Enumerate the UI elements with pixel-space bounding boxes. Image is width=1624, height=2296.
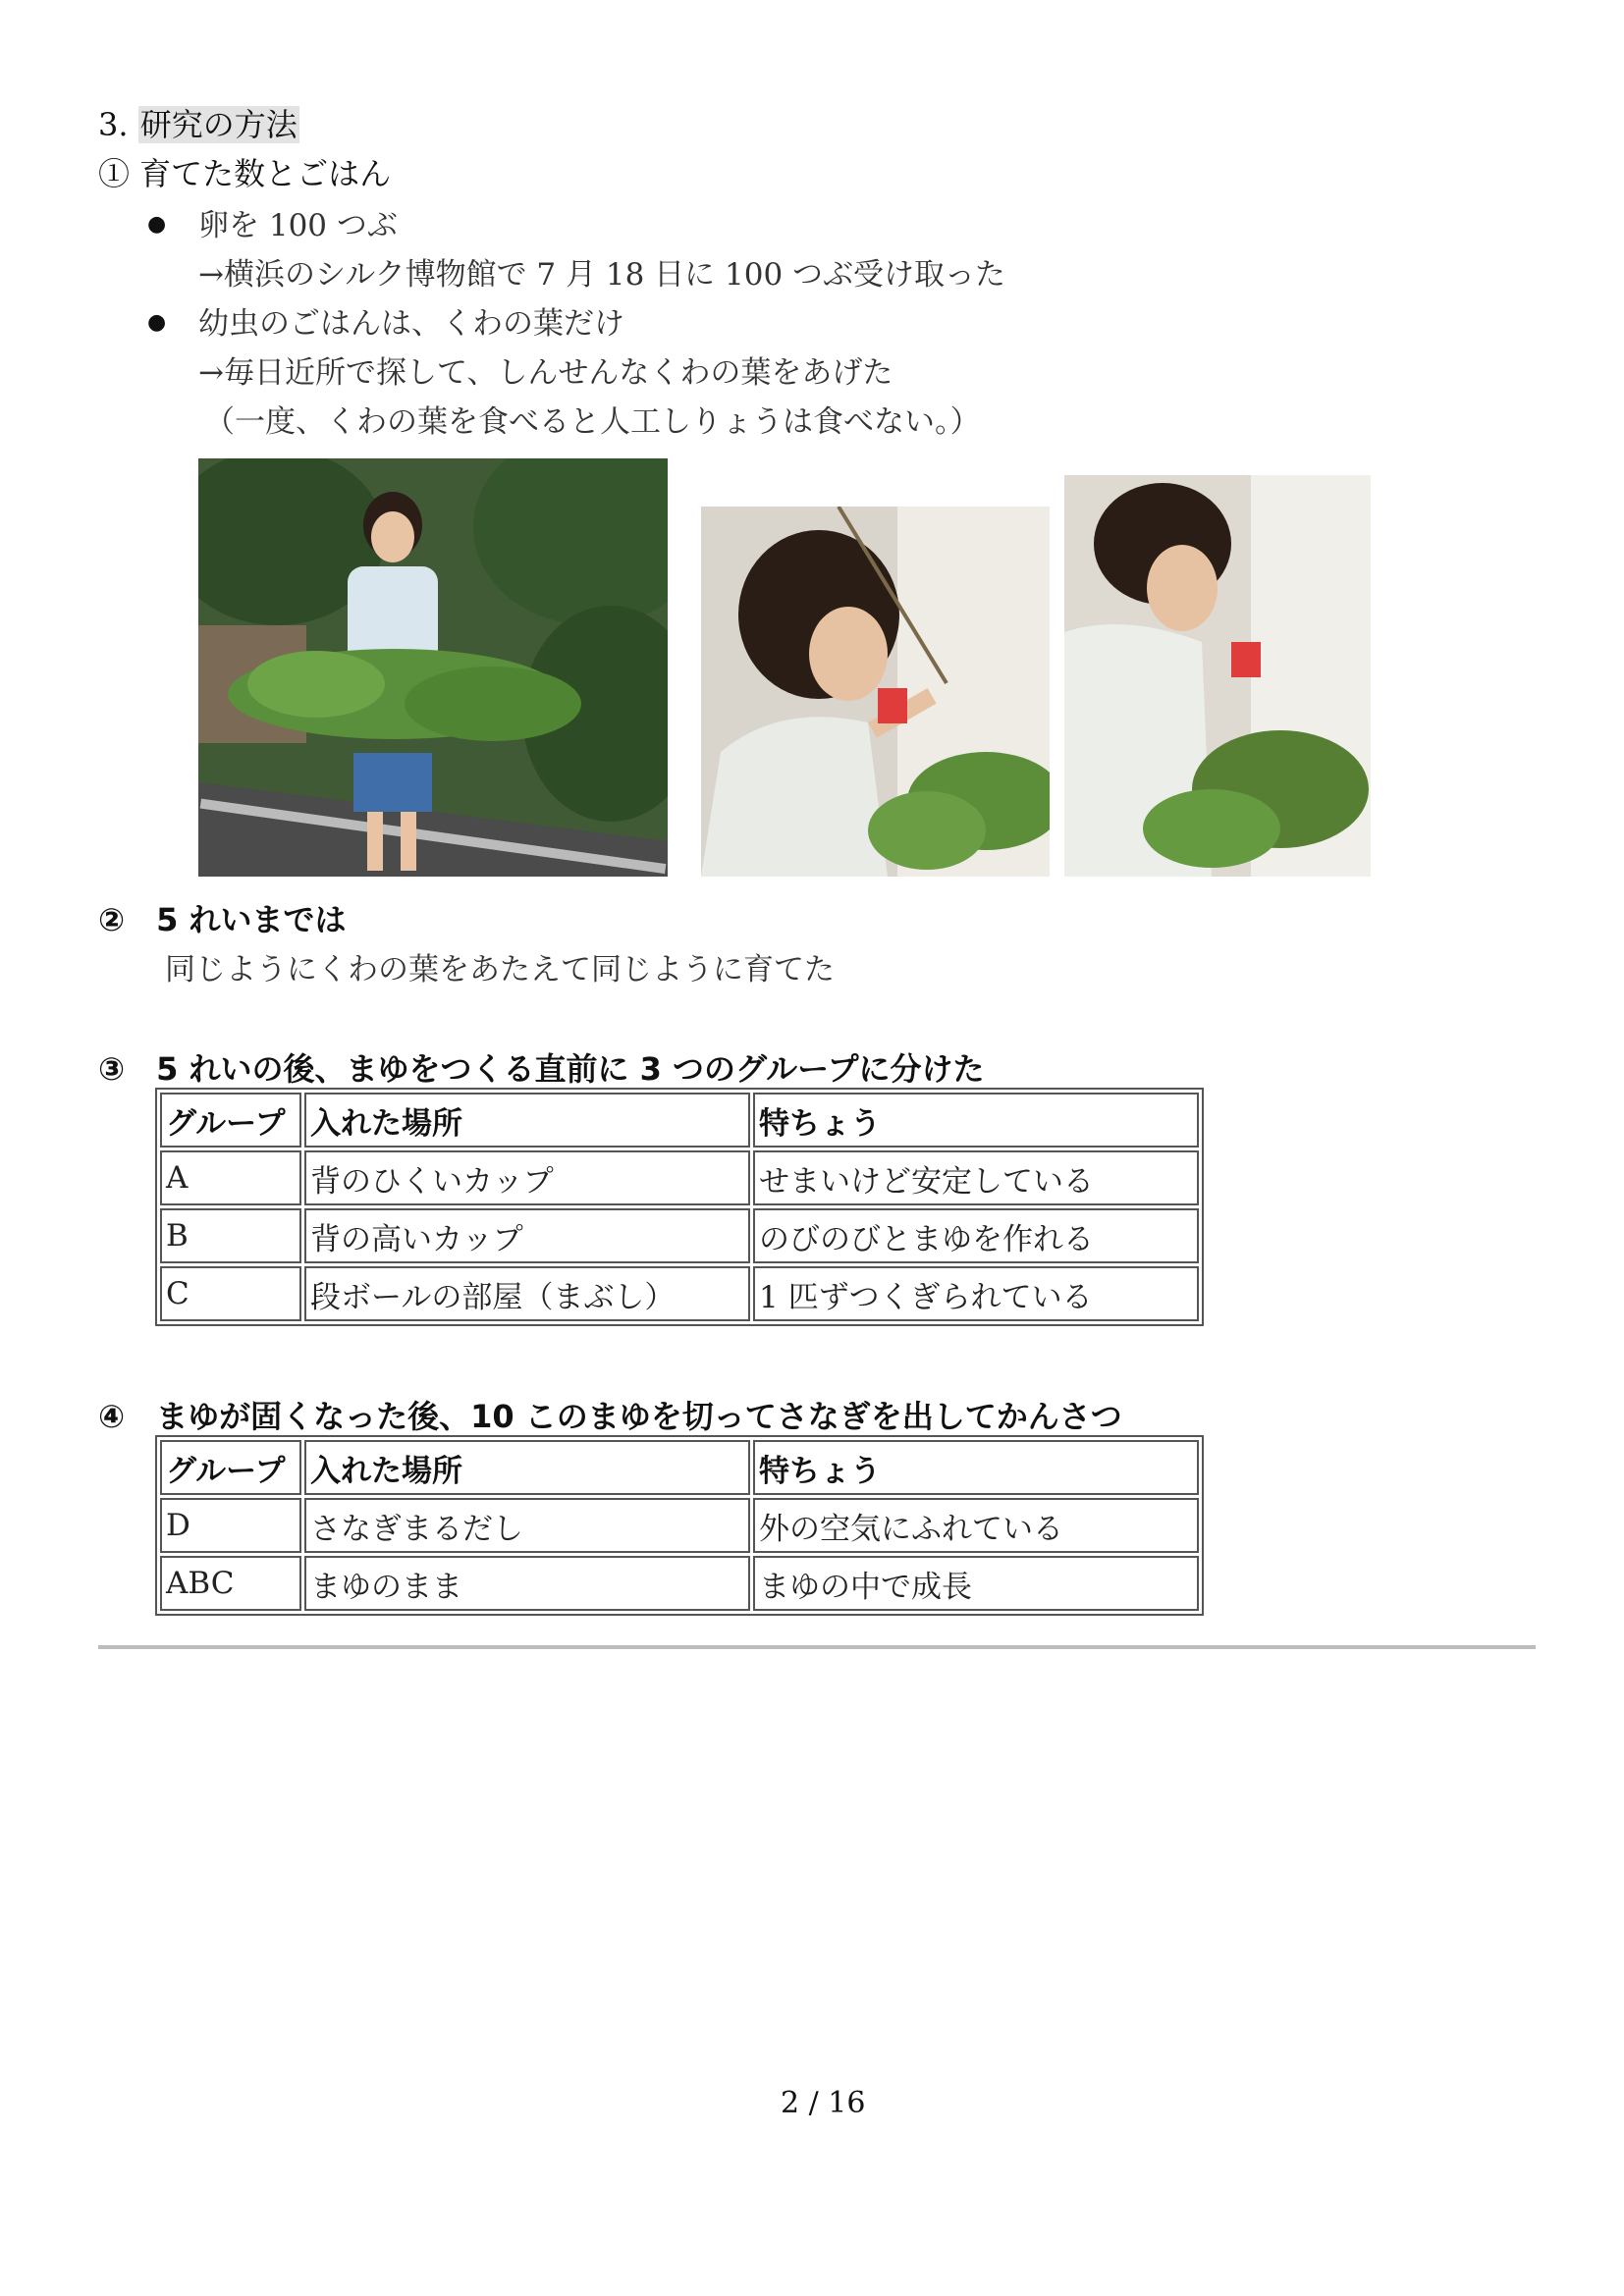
photo-girl-arranging-leaves: [1064, 475, 1371, 877]
table-row: [160, 1556, 1199, 1611]
table-cell: さなぎまるだし: [304, 1498, 750, 1553]
bullet-1-text: 卵を 100 つぶ: [198, 208, 398, 243]
photo-girl-cutting-branch: [701, 507, 1050, 877]
table-cell: のびのびとまゆを作れる: [753, 1208, 1199, 1263]
bullet-icon: ●: [147, 310, 167, 335]
horizontal-rule: [98, 1645, 1536, 1649]
table-cell: まゆのまま: [304, 1556, 750, 1611]
header-cell: グループ: [160, 1440, 301, 1495]
table-cell: 外の空気にふれている: [753, 1498, 1199, 1553]
groups-table: [155, 1088, 1204, 1326]
table-row: [160, 1498, 1199, 1553]
bullet-2-note: （一度、くわの葉を食べると人工しりょうは食べない。）: [204, 404, 981, 440]
heading-number: 3.: [98, 106, 129, 143]
heading-title: 研究の方法: [139, 106, 298, 143]
header-cell: 入れた場所: [304, 1440, 750, 1495]
header-cell: 入れた場所: [304, 1093, 750, 1148]
bullet-icon: ●: [147, 212, 167, 237]
table-cell: 背の高いカップ: [304, 1208, 750, 1263]
bullet-2-detail: →毎日近所で探して、しんせんなくわの葉をあげた: [198, 355, 893, 391]
header-cell: グループ: [160, 1093, 301, 1148]
table-header-row: [160, 1440, 1199, 1495]
table-cell: A: [160, 1150, 301, 1205]
table-cell: せまいけど安定している: [753, 1150, 1199, 1205]
table-row: [160, 1266, 1199, 1321]
table-cell: 段ボールの部屋（まぶし）: [304, 1266, 750, 1321]
table-cell: まゆの中で成長: [753, 1556, 1199, 1611]
section1-title: ① 育てた数とごはん: [98, 155, 392, 192]
table-row: [160, 1150, 1199, 1205]
section4-title: ④ まゆが固くなった後、10 このまゆを切ってさなぎを出してかんさつ: [98, 1398, 1122, 1435]
table-cell: ABC: [160, 1556, 301, 1611]
table-cell: C: [160, 1266, 301, 1321]
section2-title: ② 5 れいまでは: [98, 901, 347, 938]
table-header-row: [160, 1093, 1199, 1148]
table-cell: 1 匹ずつくぎられている: [753, 1266, 1199, 1321]
page-number: 2 / 16: [781, 2086, 866, 2120]
section-heading: [98, 100, 299, 145]
section2-text: 同じようにくわの葉をあたえて同じように育てた: [165, 952, 835, 988]
header-cell: 特ちょう: [753, 1440, 1199, 1495]
bullet-1-detail: →横浜のシルク博物館で 7 月 18 日に 100 つぶ受け取った: [198, 257, 1006, 293]
section3-title: ③ 5 れいの後、まゆをつくる直前に 3 つのグループに分けた: [98, 1050, 985, 1088]
table-row: [160, 1208, 1199, 1263]
table-cell: D: [160, 1498, 301, 1553]
photo-girl-holding-leaves: [198, 458, 668, 877]
table-cell: 背のひくいカップ: [304, 1150, 750, 1205]
table-cell: B: [160, 1208, 301, 1263]
header-cell: 特ちょう: [753, 1093, 1199, 1148]
bullet-2-text: 幼虫のごはんは、くわの葉だけ: [198, 306, 624, 342]
observation-table: [155, 1435, 1204, 1616]
